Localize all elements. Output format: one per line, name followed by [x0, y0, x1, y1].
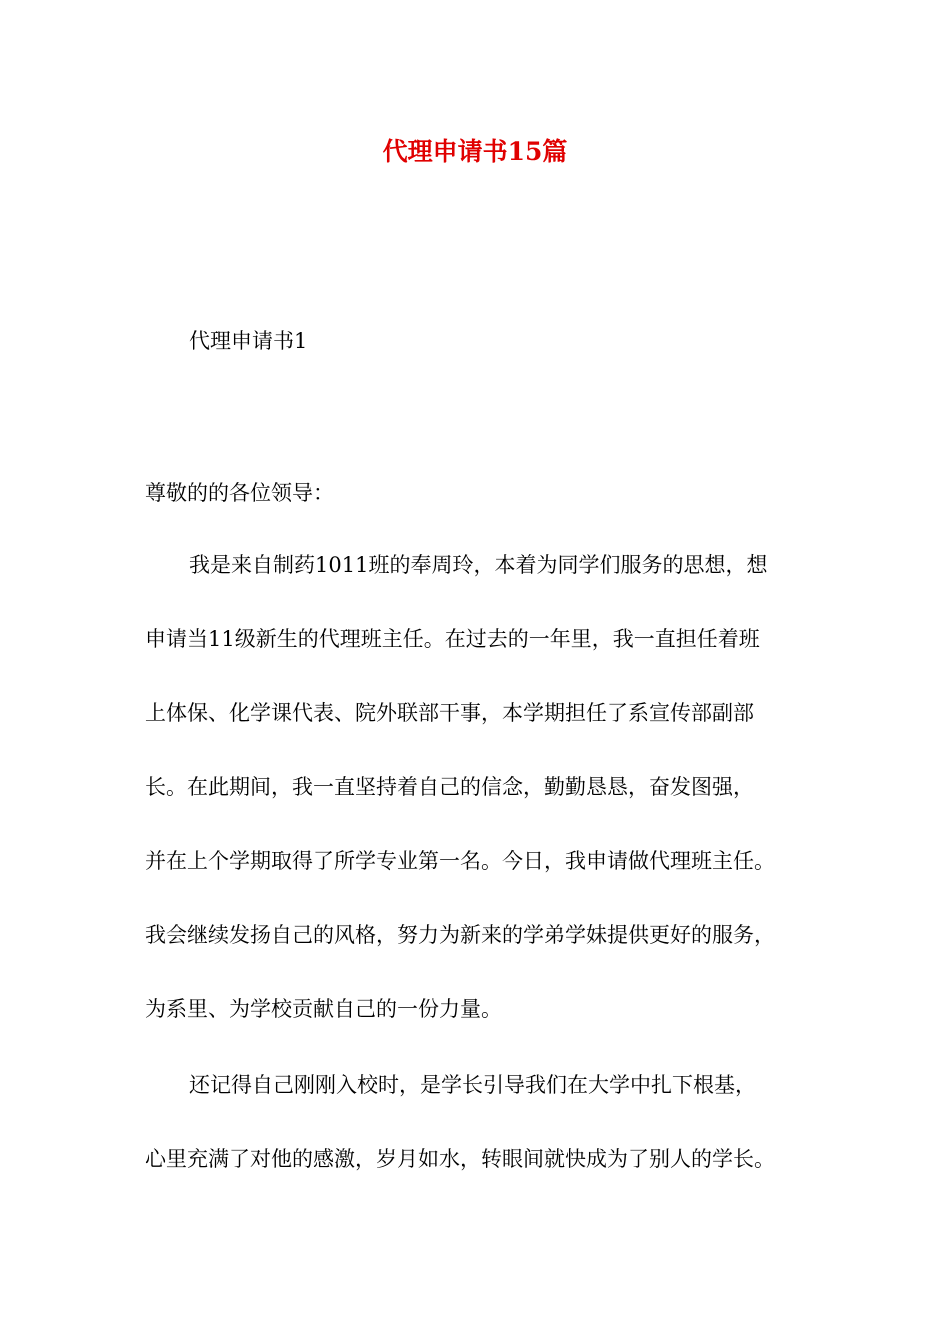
salutation: 尊敬的的各位领导： — [145, 481, 334, 505]
paragraph-line: 长。在此期间，我一直坚持着自己的信念，勤勤恳恳，奋发图强， — [145, 775, 754, 799]
paragraph-line: 心里充满了对他的感激，岁月如水，转眼间就快成为了别人的学长。 — [145, 1147, 775, 1171]
document-title: 代理申请书15篇 — [382, 137, 568, 166]
paragraph-line: 还记得自己刚刚入校时，是学长引导我们在大学中扎下根基， — [189, 1073, 756, 1097]
paragraph-line: 我是来自制药1011班的奉周玲，本着为同学们服务的思想，想 — [189, 553, 768, 577]
section-heading: 代理申请书1 — [189, 329, 308, 353]
paragraph-line: 上体保、化学课代表、院外联部干事，本学期担任了系宣传部副部 — [145, 701, 754, 725]
paragraph-line: 申请当11级新生的代理班主任。在过去的一年里，我一直担任着班 — [145, 627, 760, 651]
paragraph-line: 为系里、为学校贡献自己的一份力量。 — [145, 997, 502, 1021]
paragraph-line: 我会继续发扬自己的风格，努力为新来的学弟学妹提供更好的服务， — [145, 923, 775, 947]
paragraph-line: 并在上个学期取得了所学专业第一名。今日，我申请做代理班主任。 — [145, 849, 775, 873]
